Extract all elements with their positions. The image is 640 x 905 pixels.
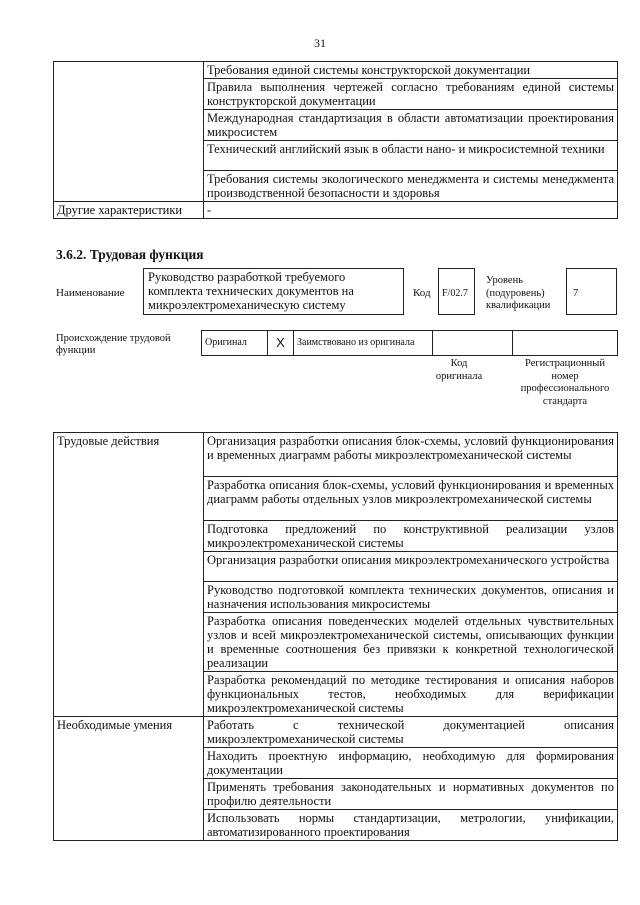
section-title: 3.6.2. Трудовая функция xyxy=(56,247,204,262)
knowledge-table xyxy=(53,61,618,219)
origin-reg-cell xyxy=(513,331,618,356)
level-value-box xyxy=(566,268,617,315)
labor-action: Руководство подготовкой комплекта технических документов, описания и назначения использования микросистемы xyxy=(204,582,618,613)
required-skills-label: Необходимые умения xyxy=(54,717,204,841)
level-label: Уровень (подуровень) квалификации xyxy=(486,275,551,311)
origin-mark: X xyxy=(268,331,294,356)
reg-number-caption: Регистрационный номер профессионального стандарта xyxy=(520,358,610,407)
labor-action: Разработка описания блок-схемы, условий функционирования и временных диаграмм работы отдельных узлов микроэлектромеханической системы xyxy=(204,477,618,521)
labor-action: Разработка рекомендаций по методике тестирования и описания наборов функциональных тестов, необходимых для верификации микроэлектромеханической системы xyxy=(204,672,618,717)
page-number: 31 xyxy=(314,36,326,50)
function-code: F/02.7 xyxy=(442,288,468,299)
origin-table xyxy=(201,330,618,356)
required-skill: Работать с технической документацией описания микроэлектромеханической системы xyxy=(204,717,618,748)
labor-action: Подготовка предложений по конструктивной реализации узлов микроэлектромеханической системы xyxy=(204,521,618,552)
origin-label: Происхождение трудовой функции xyxy=(56,333,171,356)
labor-actions-label: Трудовые действия xyxy=(54,433,204,717)
knowledge-item: Требования системы экологического менеджмента и системы менеджмента производственной безопасности и здоровья xyxy=(204,171,618,202)
origin-original-label: Оригинал xyxy=(202,331,268,356)
knowledge-label-cell xyxy=(54,62,204,202)
knowledge-item: Технический английский язык в области нано- и микросистемной техники xyxy=(204,141,618,171)
labor-function-table xyxy=(53,432,618,841)
knowledge-item: Международная стандартизация в области автоматизации проектирования микросистем xyxy=(204,110,618,141)
required-skill: Применять требования законодательных и нормативных документов по профилю деятельности xyxy=(204,779,618,810)
origin-code-cell xyxy=(433,331,513,356)
labor-action: Организация разработки описания блок-схемы, условий функционирования и временных диаграмм работы микроэлектромеханической системы xyxy=(204,433,618,477)
code-value-box xyxy=(438,268,475,315)
other-characteristics-label: Другие характеристики xyxy=(54,202,204,219)
required-skill: Находить проектную информацию, необходимую для формирования документации xyxy=(204,748,618,779)
origin-borrowed-label: Заимствовано из оригинала xyxy=(294,331,433,356)
name-value-box xyxy=(143,268,404,315)
function-name: Руководство разработкой требуемого комплекта технических документов на микроэлектромеханическую систему xyxy=(148,270,354,312)
code-label: Код xyxy=(413,287,431,299)
code-original-caption: Код оригинала xyxy=(435,358,483,382)
knowledge-item: Требования единой системы конструкторской документации xyxy=(204,62,618,79)
labor-action: Организация разработки описания микроэлектромеханического устройства xyxy=(204,552,618,582)
labor-action: Разработка описания поведенческих моделей отдельных чувствительных узлов и всей микроэлектромеханической системы, описывающих функции и временные соотношения без привязки к конкретной технологической реализации xyxy=(204,613,618,672)
name-label: Наименование xyxy=(56,287,125,299)
required-skill: Использовать нормы стандартизации, метрологии, унификации, автоматизированного проектирования xyxy=(204,810,618,841)
other-characteristics-value: - xyxy=(204,202,618,219)
level-value: 7 xyxy=(573,288,579,299)
knowledge-item: Правила выполнения чертежей согласно требованиям единой системы конструкторской документации xyxy=(204,79,618,110)
